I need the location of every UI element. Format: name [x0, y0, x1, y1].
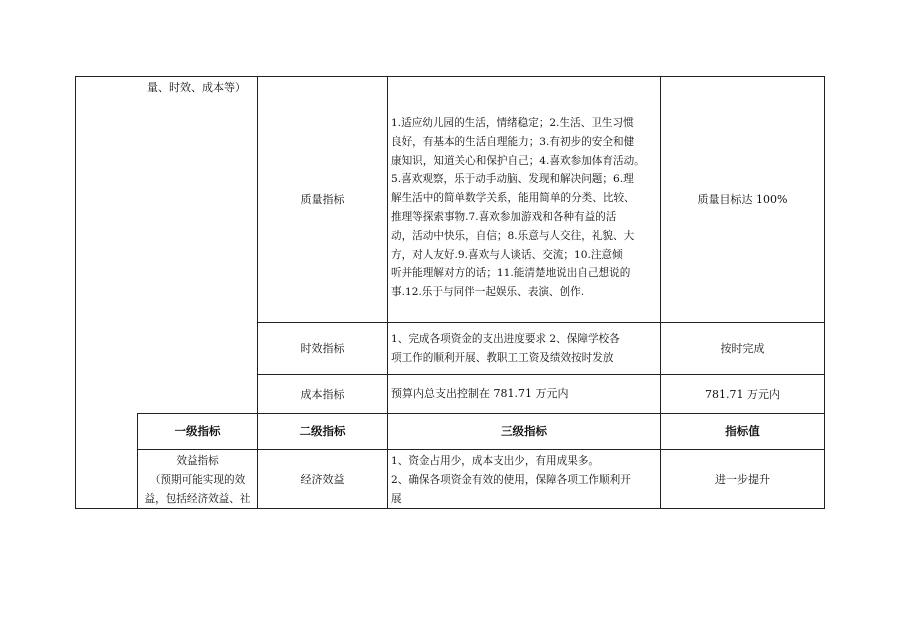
timeliness-level3-cell	[391, 330, 659, 368]
header-col2-cell	[258, 414, 387, 449]
benefit-level3-cell	[391, 452, 659, 508]
cost-level2-label: 成本指标	[300, 387, 345, 401]
header-value: 指标值	[725, 424, 760, 438]
benefit-value-cell	[661, 450, 824, 508]
benefit-level1-cell	[138, 452, 257, 508]
benefit-level1-line: 效益指标	[176, 455, 219, 467]
quality-line: 良好，有基本的生活自理能力；3.有初步的安全和健	[391, 135, 635, 148]
cost-value-cell	[661, 375, 824, 413]
header-level2: 二级指标	[299, 424, 346, 438]
quality-line: 推理等探索事物.7.喜欢参加游戏和各种有益的活	[391, 210, 617, 223]
quality-line: 动，活动中快乐，自信；8.乐意与人交往，礼貌、大	[391, 229, 635, 242]
header-col3-cell	[388, 414, 660, 449]
table-right-border	[824, 76, 825, 509]
quality-level2-label: 质量指标	[300, 193, 345, 206]
header-col1-cell	[138, 414, 257, 449]
cost-value: 781.71 万元内	[705, 387, 780, 401]
benefit-level1-line: 益，包括经济效益、社	[144, 492, 251, 505]
quality-line: 1.适应幼儿园的生活，情绪稳定；2.生活、卫生习惯	[391, 117, 634, 129]
header-level1: 一级指标	[174, 424, 221, 438]
quality-value: 质量目标达 100%	[697, 193, 788, 206]
quality-line: 康知识，知道关心和保护自己；4.喜欢参加体育活动。	[391, 154, 645, 167]
quality-value-cell	[661, 77, 824, 322]
cost-level3-text: 预算内总支出控制在 781.71 万元内	[391, 387, 569, 400]
timeliness-line: 项工作的顺利开展、教职工工资及绩效按时发放	[391, 351, 614, 364]
timeliness-level2-label: 时效指标	[300, 342, 345, 355]
quality-level2-cell	[258, 77, 387, 322]
level1-continuation-text: 量、时效、成本等）	[147, 81, 246, 94]
header-level3: 三级指标	[501, 424, 547, 438]
quality-line: 方，对人友好.9.喜欢与人谈话、交流；10.注意倾	[391, 248, 623, 261]
benefit-line: 1、资金占用少，成本支出少，有用成果多。	[391, 455, 600, 467]
benefit-level2-cell	[258, 450, 387, 508]
benefit-value: 进一步提升	[715, 472, 770, 486]
benefit-line: 2、确保各项资金有效的使用，保障各项工作顺利开	[391, 473, 631, 486]
quality-line: 听并能理解对方的话；11.能清楚地说出自己想说的	[391, 267, 631, 280]
benefit-line: 展	[391, 492, 402, 505]
header-col4-cell	[661, 414, 824, 449]
quality-line: 解生活中的简单数学关系，能用简单的分类、比较、	[391, 192, 635, 205]
timeliness-value: 按时完成	[720, 342, 765, 355]
quality-line: 事.12.乐于与同伴一起娱乐、表演、创作.	[391, 286, 585, 299]
timeliness-level2-cell	[258, 323, 387, 374]
cost-level2-cell	[258, 375, 387, 413]
timeliness-value-cell	[661, 323, 824, 374]
table-left-border	[75, 76, 76, 509]
benefit-level2-label: 经济效益	[300, 472, 345, 486]
benefit-level1-line: （预期可能实现的效	[149, 473, 246, 486]
timeliness-line: 1、完成各项资金的支出进度要求 2、保障学校各	[391, 333, 620, 345]
quality-level3-cell	[391, 114, 659, 302]
quality-line: 5.喜欢观察，乐于动手动脑、发现和解决问题；6.理	[391, 173, 634, 186]
